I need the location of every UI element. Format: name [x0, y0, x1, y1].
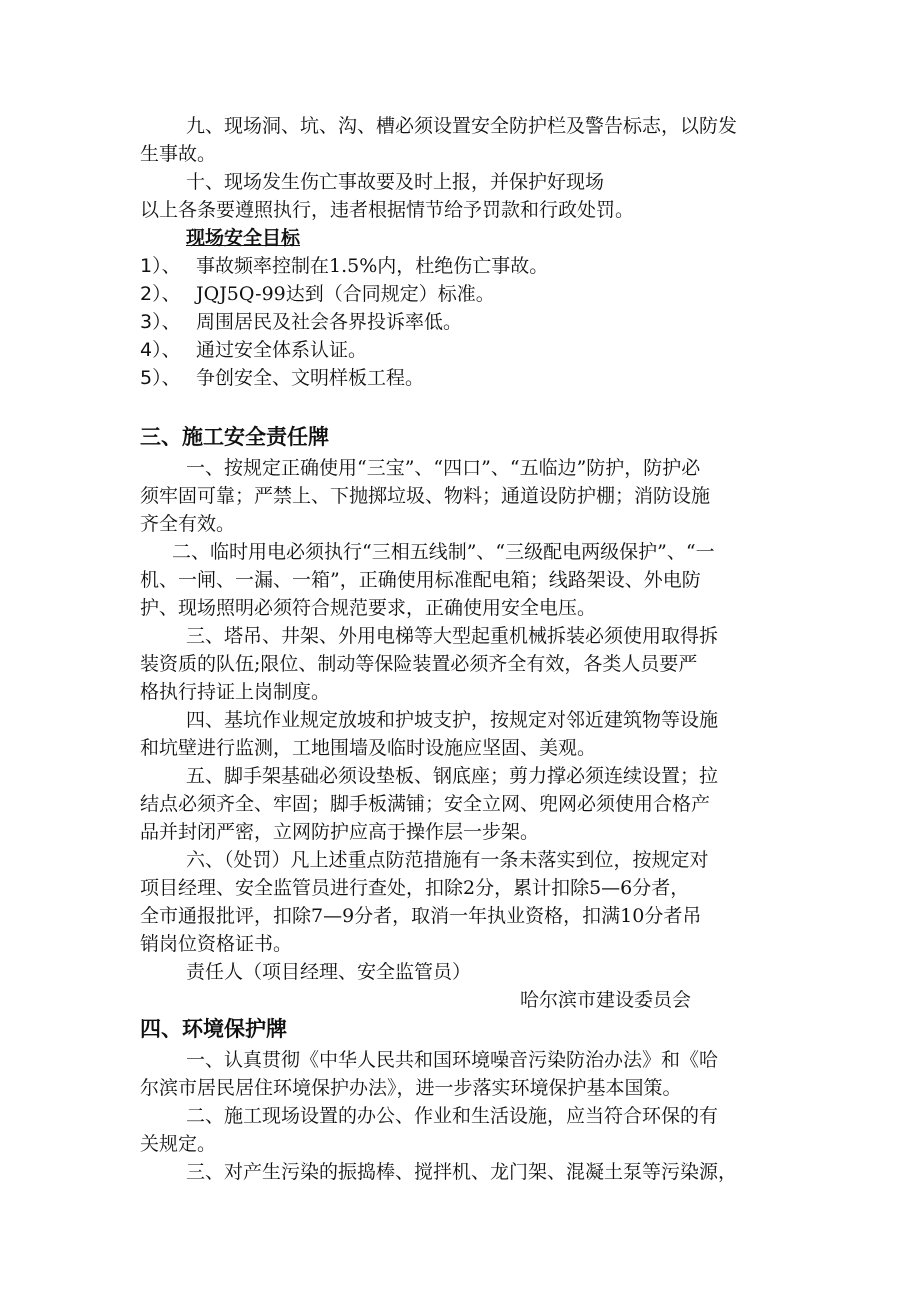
section-3-signature: 哈尔滨市建设委员会	[520, 989, 692, 1011]
target-item-text: 事故频率控制在1.5%内，杜绝伤亡事故。	[196, 255, 549, 277]
section-3-line: 装资质的队伍;限位、制动等保险装置必须齐全有效，各类人员要严	[140, 653, 698, 675]
section-3-line: 齐全有效。	[140, 513, 236, 535]
target-item-text: 周围居民及社会各界投诉率低。	[196, 311, 463, 333]
target-item-number: 3）、	[140, 311, 181, 333]
rule-9-line-1: 九、现场洞、坑、沟、槽必须设置安全防护栏及警告标志，以防发	[186, 115, 738, 137]
section-4-title: 四、环境保护牌	[140, 1017, 287, 1041]
section-4-line: 二、施工现场设置的办公、作业和生活设施，应当符合环保的有	[186, 1105, 719, 1127]
section-3-line: 销岗位资格证书。	[140, 933, 293, 955]
target-item-number: 2）、	[140, 283, 181, 305]
target-item-number: 5）、	[140, 367, 181, 389]
section-3-line: 须牢固可靠；严禁上、下抛掷垃圾、物料；通道设防护棚；消防设施	[140, 485, 711, 507]
section-3-line: 四、基坑作业规定放坡和护坡支护，按规定对邻近建筑物等设施	[186, 709, 719, 731]
section-3-line: 一、按规定正确使用“三宝”、“四口”、“五临边”防护，防护必	[186, 457, 701, 479]
section-3-line: 三、塔吊、井架、外用电梯等大型起重机械拆装必须使用取得拆	[186, 625, 719, 647]
rules-closing: 以上各条要遵照执行，违者根据情节给予罚款和行政处罚。	[140, 199, 635, 221]
target-item-number: 1）、	[140, 255, 181, 277]
target-item-5	[140, 364, 424, 392]
section-3-line: 机、一闸、一漏、一箱”，正确使用标准配电箱；线路架设、外电防	[140, 569, 701, 591]
section-3-line: 结点必须齐全、牢固；脚手板满铺；安全立网、兜网必须使用合格产	[140, 793, 711, 815]
section-3-line: 品并封闭严密，立网防护应高于操作层一步架。	[140, 821, 540, 843]
section-4-line: 关规定。	[140, 1133, 217, 1155]
target-item-number: 4）、	[140, 339, 181, 361]
target-item-text: 争创安全、文明样板工程。	[196, 367, 425, 389]
section-3-line: 二、临时用电必须执行“三相五线制”、“三级配电两级保护”、“一	[172, 541, 715, 563]
target-item-text: JQJ5Q-99达到（合同规定）标准。	[196, 283, 495, 305]
target-item-4	[140, 336, 367, 364]
section-4-line: 一、认真贯彻《中华人民共和国环境噪音污染防治办法》和《哈	[186, 1049, 719, 1071]
target-item-1	[140, 252, 548, 280]
target-item-2	[140, 280, 495, 308]
section-4-line: 三、对产生污染的振捣棒、搅拌机、龙门架、混凝土泵等污染源，	[186, 1161, 738, 1183]
rule-10: 十、现场发生伤亡事故要及时上报，并保护好现场	[186, 171, 605, 193]
section-4-line: 尔滨市居民居住环境保护办法》，进一步落实环境保护基本国策。	[140, 1077, 682, 1099]
target-item-3	[140, 308, 462, 336]
section-3-line: 护、现场照明必须符合规范要求，正确使用安全电压。	[140, 597, 597, 619]
section-3-line: 项目经理、安全监管员进行查处，扣除2分，累计扣除5—6分者，	[140, 877, 690, 899]
section-3-line: 六、（处罚）凡上述重点防范措施有一条未落实到位，按规定对	[186, 849, 709, 871]
section-3-line: 全市通报批评，扣除7—9分者，取消一年执业资格，扣满10分者吊	[140, 905, 702, 927]
section-3-line: 格执行持证上岗制度。	[140, 681, 331, 703]
section-3-title: 三、施工安全责任牌	[140, 425, 329, 449]
rule-9-line-2: 生事故。	[140, 143, 217, 165]
section-3-responsible: 责任人（项目经理、安全监管员）	[186, 961, 472, 983]
section-3-line: 和坑壁进行监测，工地围墙及临时设施应坚固、美观。	[140, 737, 597, 759]
section-3-line: 五、脚手架基础必须设垫板、钢底座；剪力撑必须连续设置；拉	[186, 765, 719, 787]
safety-targets-title: 现场安全目标	[186, 227, 301, 249]
target-item-text: 通过安全体系认证。	[196, 339, 368, 361]
